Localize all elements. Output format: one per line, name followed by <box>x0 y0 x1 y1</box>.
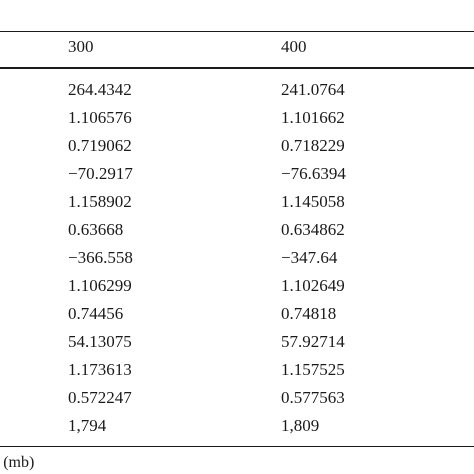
table-cell-300: 0.63668 <box>68 220 124 239</box>
table-row <box>0 245 474 271</box>
table-cell-300: 54.13075 <box>68 332 132 351</box>
table-cell-400: 57.92714 <box>281 332 345 351</box>
table-top-rule <box>0 31 474 32</box>
table-cell-300: 1.173613 <box>68 360 132 379</box>
table-cell-400: 0.74818 <box>281 304 337 323</box>
table-row <box>0 301 474 327</box>
table-cell-300: −366.558 <box>68 248 133 267</box>
table-row <box>0 105 474 131</box>
table-cell-400: 0.718229 <box>281 136 345 155</box>
table-cell-300: 1.106576 <box>68 108 132 127</box>
column-header-300: 300 <box>68 37 94 56</box>
table-cell-400: 0.577563 <box>281 388 345 407</box>
table-cell-400: 0.634862 <box>281 220 345 239</box>
table-bottom-rule <box>0 446 474 447</box>
table-header-rule <box>0 67 474 69</box>
table-row <box>0 217 474 243</box>
table-cell-400: 1.157525 <box>281 360 345 379</box>
table-cell-300: 1.158902 <box>68 192 132 211</box>
table-row <box>0 133 474 159</box>
table-cell-300: 0.572247 <box>68 388 132 407</box>
table-row <box>0 357 474 383</box>
table-cell-400: 1.145058 <box>281 192 345 211</box>
table-row <box>0 413 474 439</box>
table-footnote: (mb) <box>0 454 35 471</box>
table-cell-300: 1.106299 <box>68 276 132 295</box>
column-header-400: 400 <box>281 37 307 56</box>
table-cell-400: 241.0764 <box>281 80 345 99</box>
table-cell-400: −76.6394 <box>281 164 346 183</box>
table-row <box>0 189 474 215</box>
table-cell-300: −70.2917 <box>68 164 133 183</box>
table-cell-300: 0.719062 <box>68 136 132 155</box>
table-row <box>0 77 474 103</box>
table-row <box>0 161 474 187</box>
table-cell-400: 1.102649 <box>281 276 345 295</box>
table-cell-400: 1,809 <box>281 416 320 435</box>
table-cell-300: 0.74456 <box>68 304 124 323</box>
table-cell-300: 264.4342 <box>68 80 132 99</box>
table-row <box>0 385 474 411</box>
table-header-row <box>0 34 474 60</box>
table-row <box>0 273 474 299</box>
table-cell-400: −347.64 <box>281 248 338 267</box>
table-cell-300: 1,794 <box>68 416 107 435</box>
table-cell-400: 1.101662 <box>281 108 345 127</box>
table-row <box>0 329 474 355</box>
